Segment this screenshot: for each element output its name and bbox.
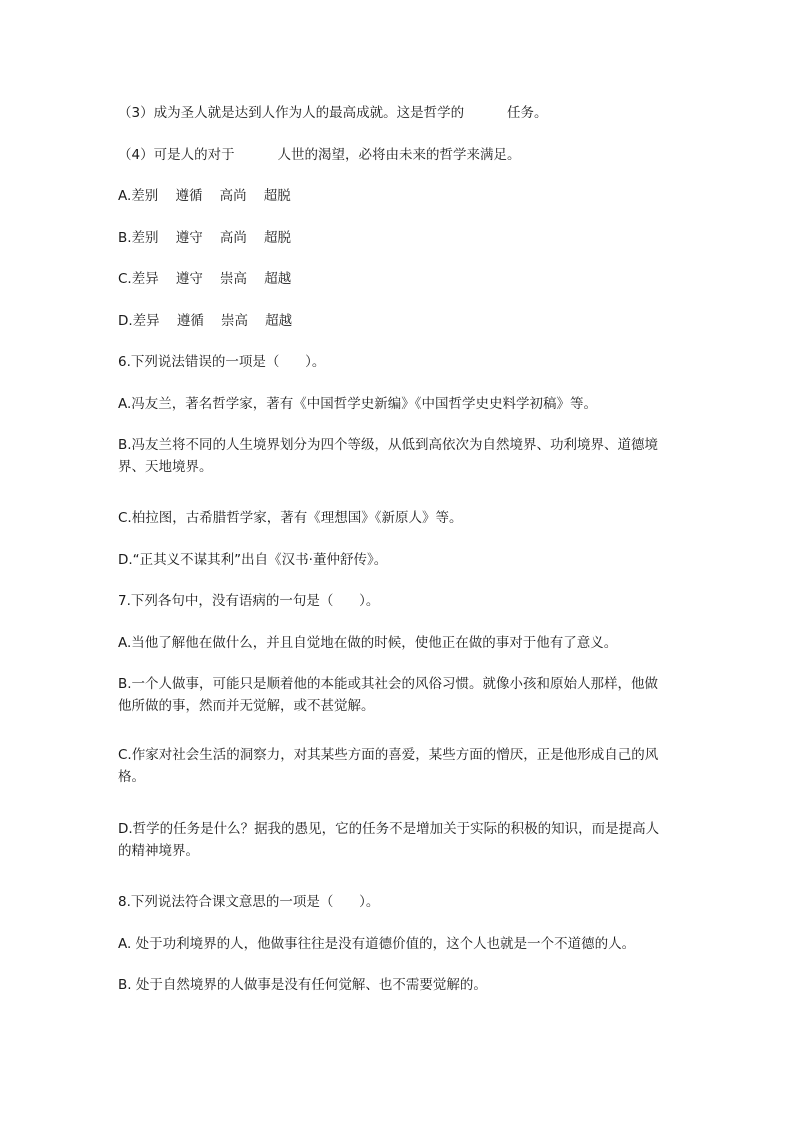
- item-4-text: （4）可是人的对于 人世的渴望，必将由未来的哲学来满足。: [118, 147, 521, 163]
- question-7-option-c: [118, 744, 684, 788]
- question-7-option-b: [118, 673, 684, 717]
- question-7-option-d: [118, 818, 684, 862]
- question-7-option-b-line-1: B.一个人做事，可能只是顺着他的本能或其社会的风俗习惯。就像小孩和原始人那样，他做: [118, 676, 659, 692]
- question-6-option-b-line-1: B.冯友兰将不同的人生境界划分为四个等级，从低到高依次为自然境界、功利境界、道德境: [118, 437, 659, 453]
- question-7-option-d-line-2: 的精神境界。: [118, 843, 199, 859]
- item-3-text: （3）成为圣人就是达到人作为人的最高成就。这是哲学的 任务。: [118, 105, 548, 121]
- question-6-option-b-line-2: 界、天地境界。: [118, 459, 213, 475]
- question-8-option-a: A. 处于功利境界的人，他做事往往是没有道德价值的，这个人也就是一个不道德的人。: [118, 936, 636, 952]
- option-b: B.差别 遵守 高尚 超脱: [118, 230, 292, 246]
- question-8-option-b: B. 处于自然境界的人做事是没有任何觉解、也不需要觉解的。: [118, 977, 487, 993]
- question-6-option-c: C.柏拉图，古希腊哲学家，著有《理想国》《新原人》等。: [118, 510, 463, 526]
- question-7-option-a: A.当他了解他在做什么，并且自觉地在做的时候，使他正在做的事对于他有了意义。: [118, 635, 618, 651]
- option-a: A.差别 遵循 高尚 超脱: [118, 188, 291, 204]
- question-7-option-d-line-1: D.哲学的任务是什么？据我的愚见，它的任务不是增加关于实际的积极的知识，而是提高人: [118, 821, 660, 837]
- question-6-option-d: D.“正其义不谋其利”出自《汉书·董仲舒传》。: [118, 552, 388, 568]
- question-7-option-c-line-1: C.作家对社会生活的洞察力，对其某些方面的喜爱，某些方面的憎厌，正是他形成自己的风: [118, 747, 659, 763]
- question-8-stem: 8.下列说法符合课文意思的一项是（ ）。: [118, 894, 380, 910]
- question-7-option-c-line-2: 格。: [118, 769, 145, 785]
- question-6-option-a: A.冯友兰，著名哲学家，著有《中国哲学史新编》《中国哲学史史料学初稿》等。: [118, 396, 598, 412]
- option-c: C.差异 遵守 崇高 超越: [118, 271, 292, 287]
- question-6-stem: 6.下列说法错误的一项是（ ）。: [118, 354, 326, 370]
- question-6-option-b: [118, 434, 684, 478]
- question-7-option-b-line-2: 他所做的事，然而并无觉解，或不甚觉解。: [118, 698, 375, 714]
- question-7-stem: 7.下列各句中，没有语病的一句是（ ）。: [118, 593, 380, 609]
- option-d: D.差异 遵循 崇高 超越: [118, 313, 293, 329]
